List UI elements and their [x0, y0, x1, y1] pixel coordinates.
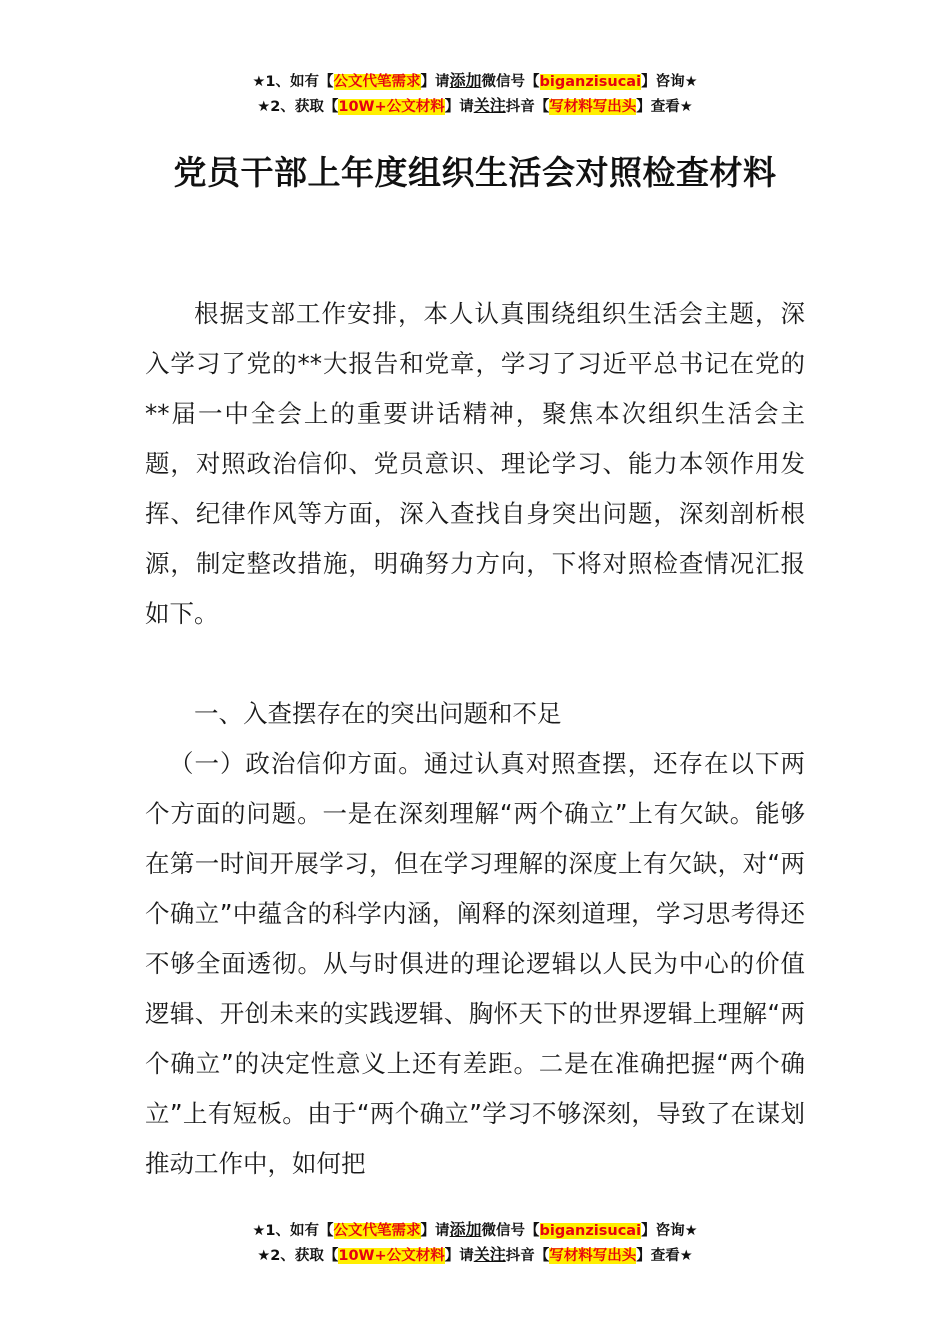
intro-paragraph: 根据支部工作安排，本人认真围绕组织生活会主题，深入学习了党的**大报告和党章，学习了习近平总书记在党的**届一中全会上的重要讲话精神，聚焦本次组织生活会主题，对照政治信仰、党员意识、理论学习、能力本领作用发挥、纪律作风等方面，深入查找自身突出问题，深刻剖析根源，制定整改措施，明确努力方向，下将对照检查情况汇报如下。 — [145, 299, 805, 628]
ad-line-2-highlight-douyin: 写材料写出头 — [549, 99, 637, 115]
ad-line-2-mid: 】请 — [444, 99, 474, 115]
document-title: 党员干部上年度组织生活会对照检查材料 — [173, 153, 777, 192]
footer-ad-line-2-suffix: 】查看★ — [636, 1248, 693, 1264]
ad-line-1-mid2: 微信号【 — [481, 74, 540, 90]
footer-ad-line-2-mid2: 抖音【 — [505, 1248, 550, 1264]
footer-ad-line-2 — [0, 1243, 950, 1268]
ad-line-2-prefix: ★2、获取【 — [257, 99, 339, 115]
ad-line-1-suffix: 】咨询★ — [641, 74, 698, 90]
ad-line-1-highlight-service: 公文代笔需求 — [333, 74, 421, 90]
header-ad-banner — [0, 69, 950, 119]
footer-ad-banner — [0, 1218, 950, 1268]
ad-line-1-mid: 】请 — [420, 74, 450, 90]
section-1-paragraph: （一）政治信仰方面。通过认真对照查摆，还存在以下两个方面的问题。一是在深刻理解“两个确立”上有欠缺。能够在第一时间开展学习，但在学习理解的深度上有欠缺，对“两个确立”中蕴含的科学内涵，阐释的深刻道理，学习思考得还不够全面透彻。从与时俱进的理论逻辑以人民为中心的价值逻辑、开创未来的实践逻辑、胸怀天下的世界逻辑上理解“两个确立”的决定性意义上还有差距。二是在准确把握“两个确立”上有短板。由于“两个确立”学习不够深刻，导致了在谋划推动工作中，如何把 — [145, 749, 805, 1178]
ad-line-1-prefix: ★1、如有【 — [252, 74, 334, 90]
footer-ad-line-2-emphasis: 关注 — [473, 1245, 506, 1264]
ad-line-2 — [0, 94, 950, 119]
footer-ad-line-2-mid: 】请 — [444, 1248, 474, 1264]
footer-ad-line-1-emphasis: 添加 — [449, 1220, 482, 1239]
ad-line-1-highlight-wechat: biganzisucai — [539, 74, 642, 90]
footer-ad-line-2-highlight-douyin: 写材料写出头 — [549, 1248, 637, 1264]
footer-ad-line-1-prefix: ★1、如有【 — [252, 1223, 334, 1239]
ad-line-2-highlight-materials: 10W+公文材料 — [338, 99, 445, 115]
footer-ad-line-1-suffix: 】咨询★ — [641, 1223, 698, 1239]
ad-line-2-mid2: 抖音【 — [505, 99, 550, 115]
footer-ad-line-2-prefix: ★2、获取【 — [257, 1248, 339, 1264]
footer-ad-line-1-highlight-service: 公文代笔需求 — [333, 1223, 421, 1239]
ad-line-1 — [0, 69, 950, 94]
footer-ad-line-1 — [0, 1218, 950, 1243]
footer-ad-line-1-highlight-wechat: biganzisucai — [539, 1223, 642, 1239]
section-heading-1: 一、入查摆存在的突出问题和不足 — [194, 699, 562, 728]
ad-line-2-suffix: 】查看★ — [636, 99, 693, 115]
footer-ad-line-1-mid: 】请 — [420, 1223, 450, 1239]
ad-line-2-emphasis: 关注 — [473, 96, 506, 115]
footer-ad-line-1-mid2: 微信号【 — [481, 1223, 540, 1239]
ad-line-1-emphasis: 添加 — [449, 71, 482, 90]
footer-ad-line-2-highlight-materials: 10W+公文材料 — [338, 1248, 445, 1264]
